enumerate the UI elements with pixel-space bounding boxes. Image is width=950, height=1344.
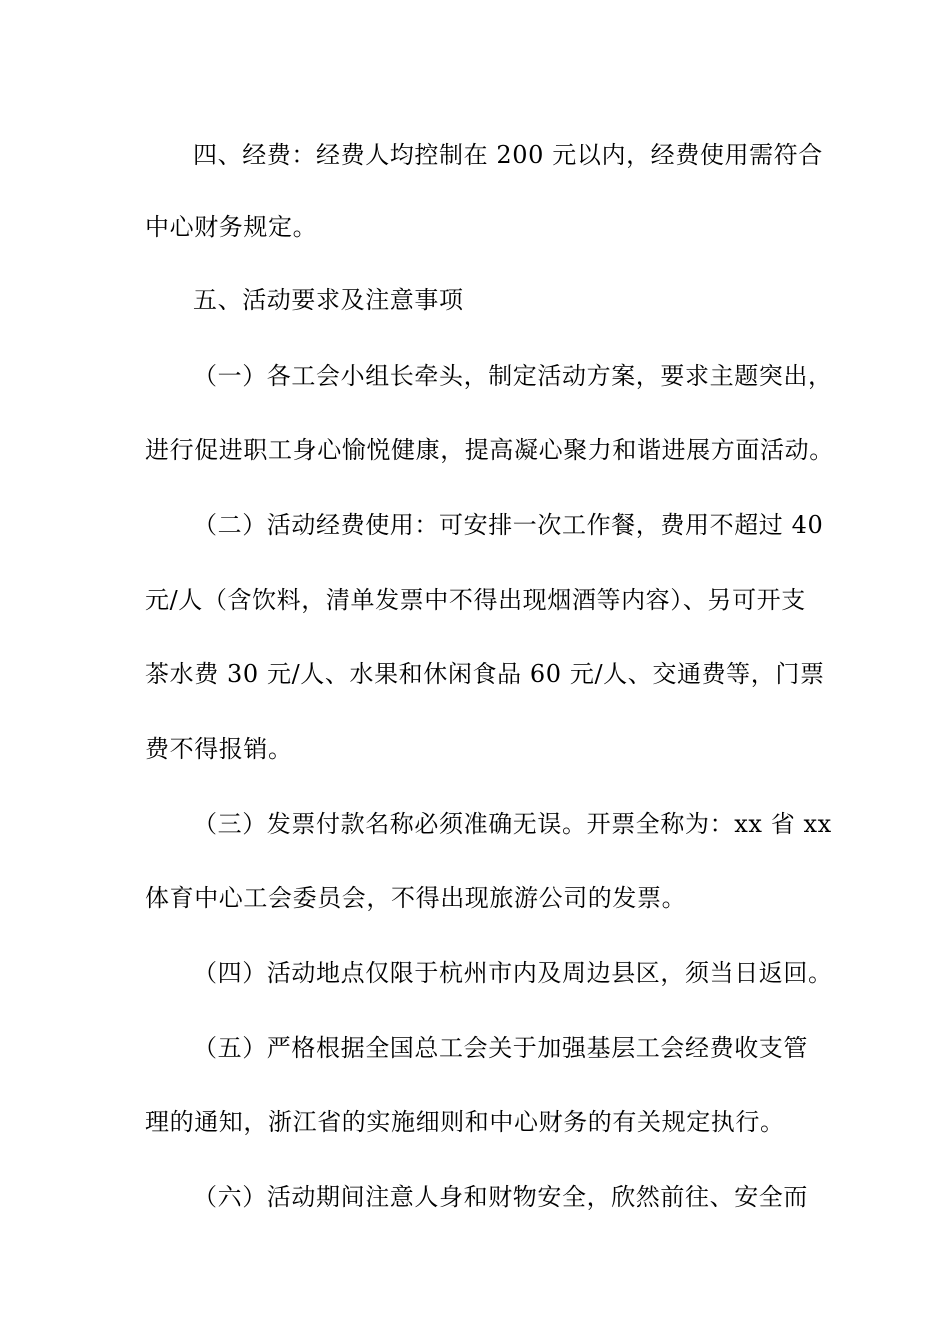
item-5-line-2: 理的通知，浙江省的实施细则和中心财务的有关规定执行。 <box>145 1108 785 1136</box>
section-heading-requirements: 五、活动要求及注意事项 <box>193 286 464 314</box>
item-3-line-2: 体育中心工会委员会，不得出现旅游公司的发票。 <box>145 884 687 912</box>
item-2-line-3: 茶水费 30 元/人、水果和休闲食品 60 元/人、交通费等，门票 <box>145 660 825 688</box>
item-1-line-1: （一）各工会小组长牵头，制定活动方案，要求主题突出， <box>193 362 833 390</box>
item-2-line-1: （二）活动经费使用：可安排一次工作餐，费用不超过 40 <box>193 511 824 539</box>
item-5-line-1: （五）严格根据全国总工会关于加强基层工会经费收支管 <box>193 1034 808 1062</box>
item-2-line-2: 元/人（含饮料，清单发票中不得出现烟酒等内容）、另可开支 <box>145 586 806 614</box>
item-1-line-2: 进行促进职工身心愉悦健康，提高凝心聚力和谐进展方面活动。 <box>145 436 834 464</box>
item-3-line-1: （三）发票付款名称必须准确无误。开票全称为：xx 省 xx <box>193 810 832 838</box>
item-6-line-1: （六）活动期间注意人身和财物安全，欣然前往、安全而 <box>193 1183 808 1211</box>
paragraph-funding-line-2: 中心财务规定。 <box>145 213 318 241</box>
paragraph-funding-line-1: 四、经费：经费人均控制在 200 元以内，经费使用需符合 <box>193 141 823 169</box>
item-4-line-1: （四）活动地点仅限于杭州市内及周边县区，须当日返回。 <box>193 959 833 987</box>
item-2-line-4: 费不得报销。 <box>145 735 293 763</box>
